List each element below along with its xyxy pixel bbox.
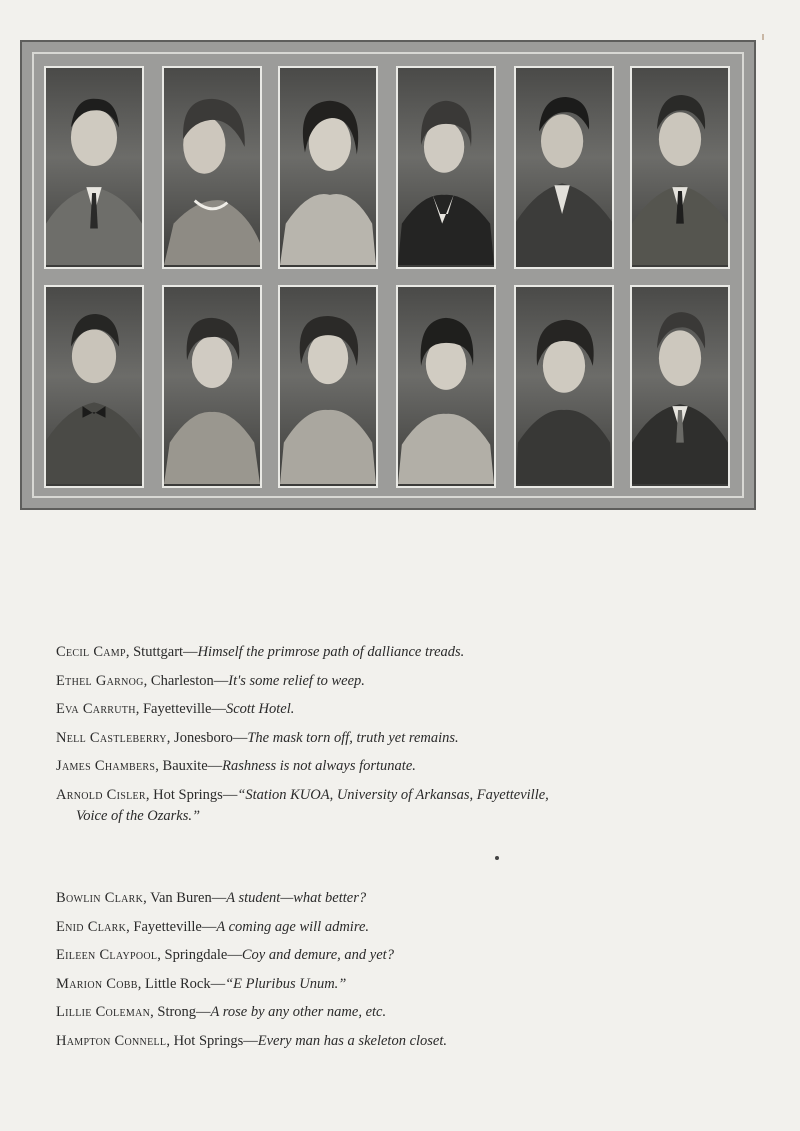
entry-name: Lillie Coleman (56, 1004, 151, 1021)
entry-name: James Chambers (56, 758, 156, 775)
entry-nell-castleberry (56, 724, 746, 753)
portrait-woman-icon (278, 66, 378, 269)
portrait-man-icon (44, 285, 144, 488)
entry-town: , Fayetteville— (135, 701, 226, 718)
entry-eileen-claypool (56, 941, 746, 970)
entry-cecil-camp (56, 638, 746, 667)
portrait-woman-icon (278, 285, 378, 488)
entry-quote: Himself the primrose path of dalliance treads. (197, 644, 465, 660)
entry-marion-cobb (56, 970, 746, 999)
portrait-woman-icon (396, 285, 496, 488)
entry-quote: “E Pluribus Unum.” (225, 975, 347, 992)
portrait-man-icon (630, 285, 730, 488)
portrait-man-icon (630, 66, 730, 269)
entry-town: , Hot Springs— (166, 1032, 258, 1049)
entry-arnold-cisler (56, 781, 746, 827)
entry-quote: Coy and demure, and yet? (241, 947, 394, 964)
entry-town: , Little Rock— (137, 975, 226, 992)
entry-name: Ethel Garnog (56, 672, 144, 689)
entry-town: , Strong— (150, 1004, 211, 1021)
entry-quote: Rashness is not always fortunate. (222, 758, 416, 775)
entry-name: Nell Castleberry (56, 729, 167, 746)
entry-name: Cecil Camp (56, 644, 126, 660)
entry-name: Arnold Cisler (56, 786, 146, 803)
entry-bowlin-clark (56, 884, 746, 913)
entry-name: Enid Clark (56, 918, 127, 935)
section-divider-dot (495, 856, 499, 860)
entry-quote: A coming age will admire. (216, 918, 369, 935)
entries-group-1 (56, 638, 746, 827)
entry-town: , Jonesboro— (166, 729, 248, 746)
entry-name: Marion Cobb (56, 975, 138, 992)
entry-quote: The mask torn off, truth yet remains. (247, 729, 459, 746)
entry-enid-clark (56, 913, 746, 942)
entry-town: , Springdale— (157, 947, 242, 964)
entry-hampton-connell (56, 1027, 746, 1056)
entry-quote: “Station KUOA, University of Arkansas, Fayetteville, (237, 786, 549, 803)
entry-quote: Every man has a skeleton closet. (257, 1032, 448, 1049)
entry-quote-continued: Voice of the Ozarks.” (76, 807, 201, 824)
entry-quote: A rose by any other name, etc. (210, 1004, 387, 1021)
portrait-woman-icon (396, 66, 496, 269)
entry-name: Bowlin Clark (56, 890, 144, 906)
entry-town: , Bauxite— (155, 758, 223, 775)
portrait-woman-icon (514, 285, 614, 488)
entry-town: , Hot Springs— (145, 786, 238, 803)
entry-name: Eileen Claypool (56, 947, 158, 964)
entry-town: , Stuttgart— (125, 644, 198, 660)
page-edge-mark (762, 34, 764, 40)
portrait-man-icon (514, 66, 614, 269)
entry-quote: It's some relief to weep. (228, 672, 365, 689)
entry-ethel-garnog (56, 667, 746, 696)
portrait-woman-icon (162, 285, 262, 488)
entry-town: , Charleston— (143, 672, 229, 689)
portrait-man-icon (44, 66, 144, 269)
entry-lillie-coleman (56, 998, 746, 1027)
entry-town: , Fayetteville— (126, 918, 217, 935)
portrait-panel (20, 40, 756, 510)
entry-james-chambers (56, 752, 746, 781)
entry-quote: Scott Hotel. (225, 701, 295, 718)
entry-quote: A student—what better? (226, 890, 367, 906)
entry-eva-carruth (56, 695, 746, 724)
entry-name: Hampton Connell (56, 1032, 167, 1049)
entry-name: Eva Carruth (56, 701, 136, 718)
portrait-woman-icon (162, 66, 262, 269)
entry-town: , Van Buren— (143, 890, 227, 906)
entries-group-2 (56, 884, 746, 1056)
